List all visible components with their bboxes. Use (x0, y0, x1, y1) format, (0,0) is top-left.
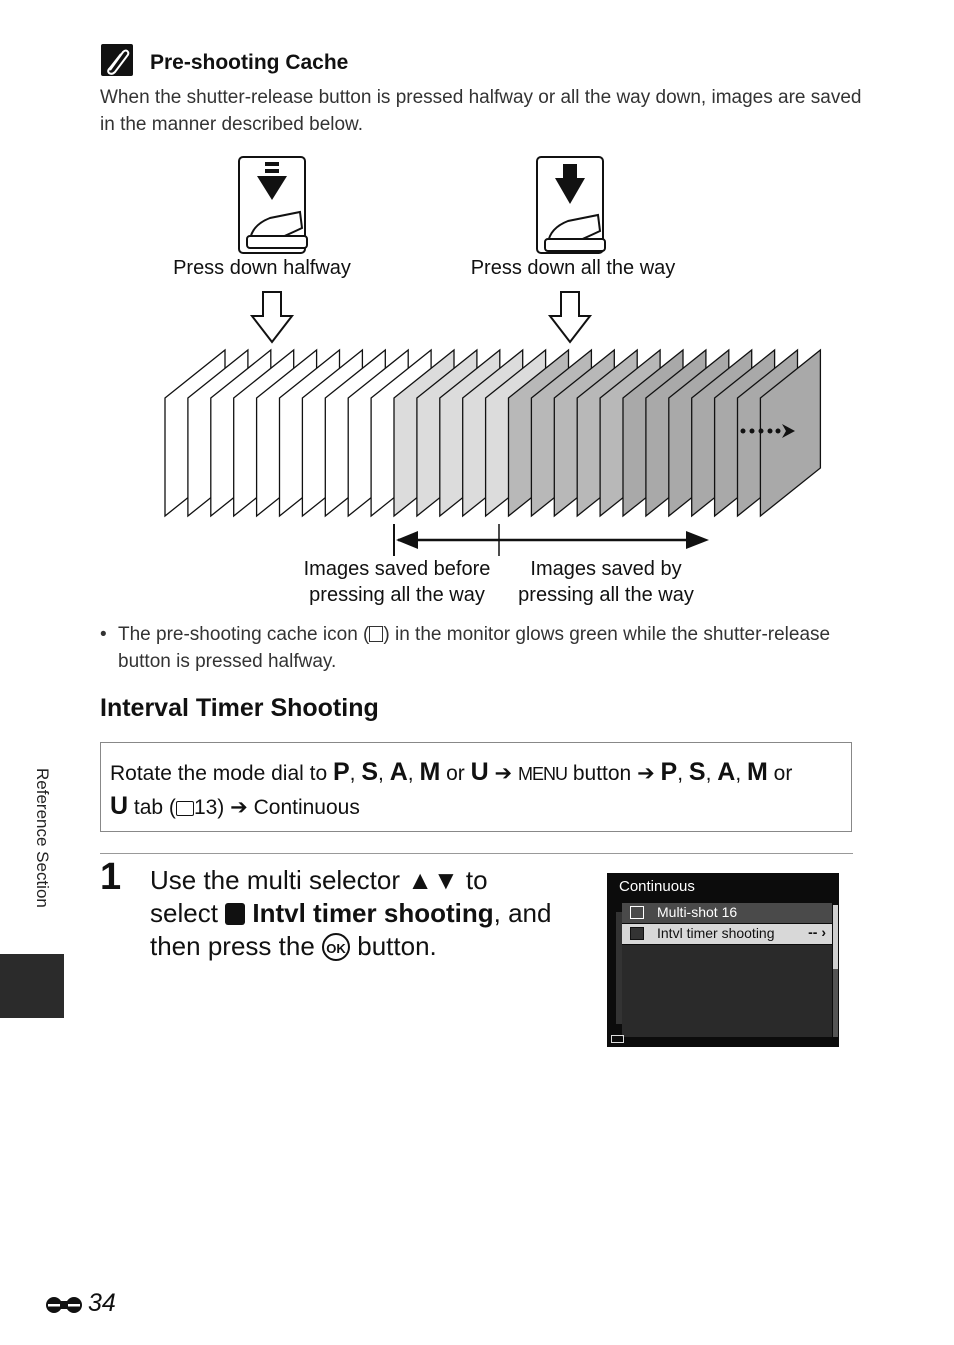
shutter-halfway-icon (239, 157, 307, 253)
interval-timer-icon (630, 927, 644, 940)
page-number: 34 (88, 1289, 116, 1317)
side-tab-marker (0, 954, 64, 1018)
menu-icon: MENU (518, 764, 567, 784)
page-ref-icon (176, 801, 194, 816)
note-title: Pre-shooting Cache (150, 51, 349, 74)
label-images-by: Images saved by pressing all the way (518, 558, 694, 606)
interval-timer-icon (225, 903, 245, 925)
ok-button-icon: OK (322, 933, 350, 961)
menu-item-intvl-timer[interactable]: Intvl timer shooting -- › (622, 924, 832, 944)
multishot-icon (630, 906, 644, 919)
down-arrow-icon (252, 292, 292, 342)
screen-title: Continuous (619, 878, 695, 895)
label-press-halfway: Press down halfway (173, 257, 351, 279)
scrollbar-thumb[interactable] (833, 905, 838, 969)
menu-item-multishot[interactable]: Multi-shot 16 (622, 903, 832, 923)
step-number: 1 (100, 856, 122, 898)
down-arrow-icon (550, 292, 590, 342)
pre-shooting-cache-icon (369, 626, 383, 642)
pre-shooting-diagram (0, 0, 954, 620)
battery-icon (611, 1035, 624, 1043)
note-body: When the shutter-release button is pressed halfway or all the way down, images are saved in the manner described below. (100, 87, 862, 135)
frame-stack (165, 350, 820, 516)
divider (100, 853, 853, 854)
instruction-text: Rotate the mode dial to P, S, A, M or U ➔ MENU button ➔ P, S, A, M or U tab ( 13) ➔ Continuous (110, 758, 793, 820)
step-text: Use the multi selector ▲▼ to select Intvl timer shooting, and then press the OK button. (150, 865, 552, 961)
menu-body (622, 945, 832, 1037)
label-press-allway: Press down all the way (470, 257, 676, 279)
reference-section-icon (44, 1294, 86, 1321)
section-title: Interval Timer Shooting (100, 694, 379, 722)
label-images-before: Images saved before pressing all the way (303, 558, 491, 606)
side-section-label: Reference Section (33, 768, 52, 908)
shutter-allway-icon (537, 157, 605, 253)
